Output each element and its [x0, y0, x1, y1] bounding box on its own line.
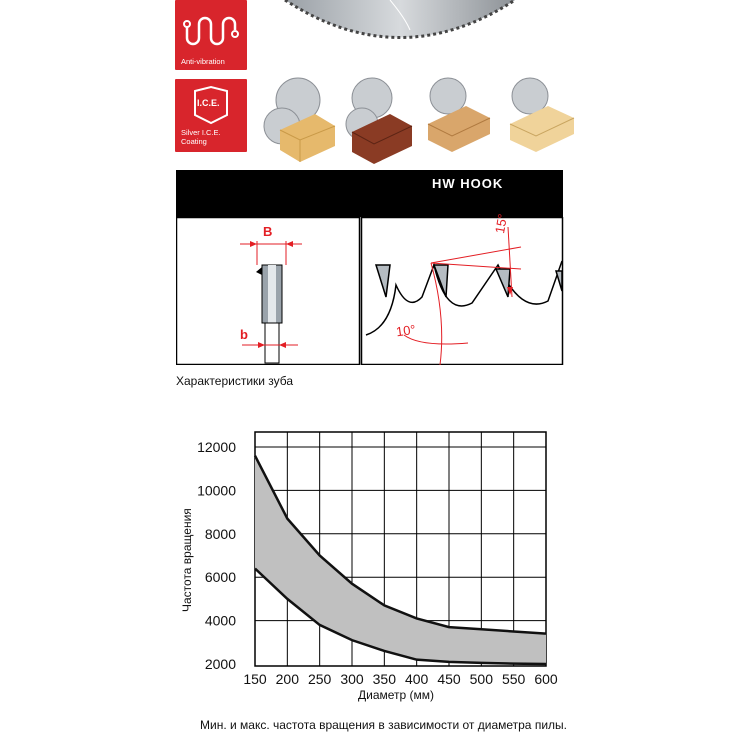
- x-tick-label: 450: [437, 671, 461, 687]
- clearance-angle-label: 15°: [492, 212, 511, 235]
- tooth-diagram-caption: Характеристики зуба: [176, 374, 294, 388]
- anti-vibration-label: Anti-vibration: [181, 57, 225, 66]
- x-tick-label: 400: [404, 671, 429, 687]
- x-tick-label: 300: [340, 671, 364, 687]
- silver-ice-label-line2: Coating: [181, 137, 207, 146]
- silver-ice-label-line1: Silver I.C.E.: [181, 128, 221, 137]
- tooth-type-title: HW HOOK: [432, 176, 504, 191]
- x-tick-label: 550: [501, 671, 526, 687]
- ice-stamp-text: I.C.E.: [197, 98, 220, 108]
- x-tick-label: 150: [243, 671, 267, 687]
- y-tick-label: 4000: [204, 612, 236, 629]
- y-tick-label: 2000: [204, 656, 236, 672]
- x-tick-label: 500: [469, 671, 494, 687]
- chart-ylabel: Частота вращения: [180, 508, 194, 612]
- y-tick-label: 12000: [197, 439, 236, 455]
- tooth-body-label: b: [240, 327, 248, 342]
- x-tick-label: 600: [534, 671, 558, 687]
- y-tick-label: 10000: [197, 482, 236, 499]
- x-tick-label: 200: [275, 671, 300, 687]
- tooth-width-label: B: [263, 224, 273, 239]
- hook-angle-label: 10°: [395, 321, 417, 340]
- x-tick-label: 350: [372, 671, 397, 687]
- chart-caption: Мин. и макс. частота вращения в зависимости от диаметра пилы.: [200, 718, 567, 732]
- y-tick-label: 6000: [204, 569, 236, 586]
- x-tick-label: 250: [307, 671, 332, 687]
- y-tick-label: 8000: [204, 525, 236, 542]
- chart-xlabel: Диаметр (мм): [358, 688, 435, 702]
